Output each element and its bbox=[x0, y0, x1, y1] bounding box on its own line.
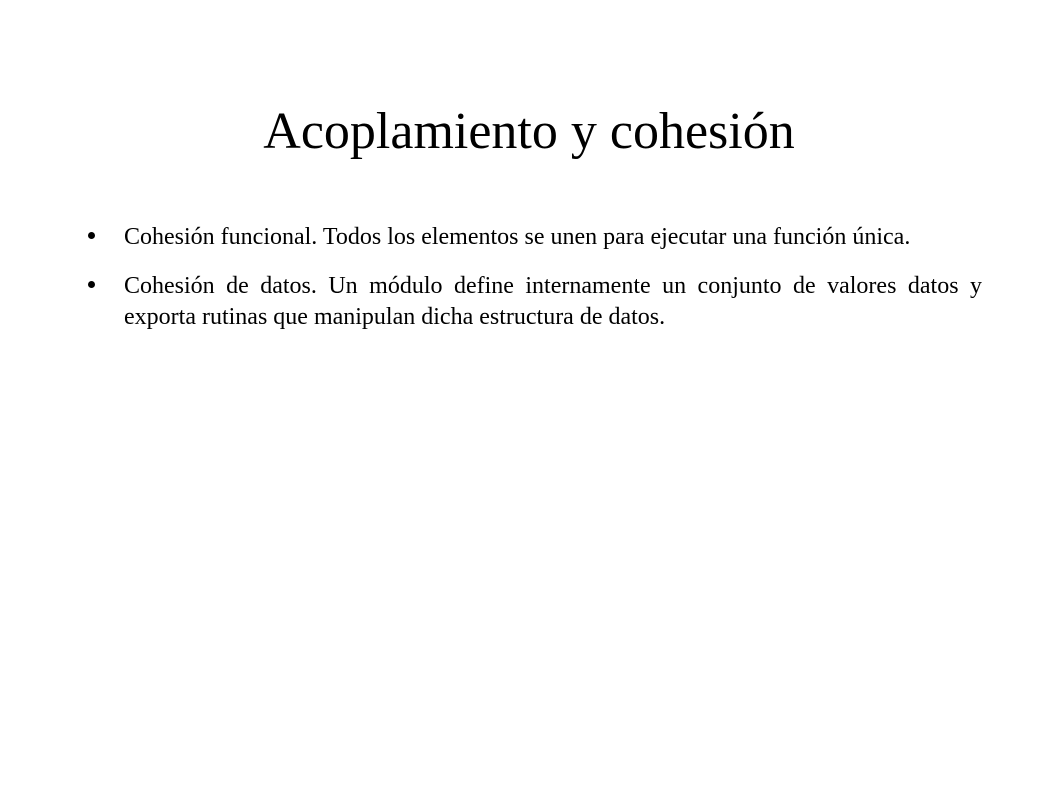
bullet-item bbox=[88, 271, 988, 333]
bullet-text: Cohesión de datos. Un módulo define internamente un conjunto de valores datos y exporta rutinas que manipulan dicha estructura de datos. bbox=[124, 273, 982, 330]
bullet-dot-icon bbox=[88, 281, 95, 288]
bullet-dot-icon bbox=[88, 232, 95, 239]
bullet-item bbox=[88, 222, 988, 253]
bullet-list bbox=[88, 222, 988, 351]
bullet-text: Cohesión funcional. Todos los elementos se unen para ejecutar una función única. bbox=[124, 224, 911, 250]
slide-title: Acoplamiento y cohesión bbox=[263, 103, 795, 160]
